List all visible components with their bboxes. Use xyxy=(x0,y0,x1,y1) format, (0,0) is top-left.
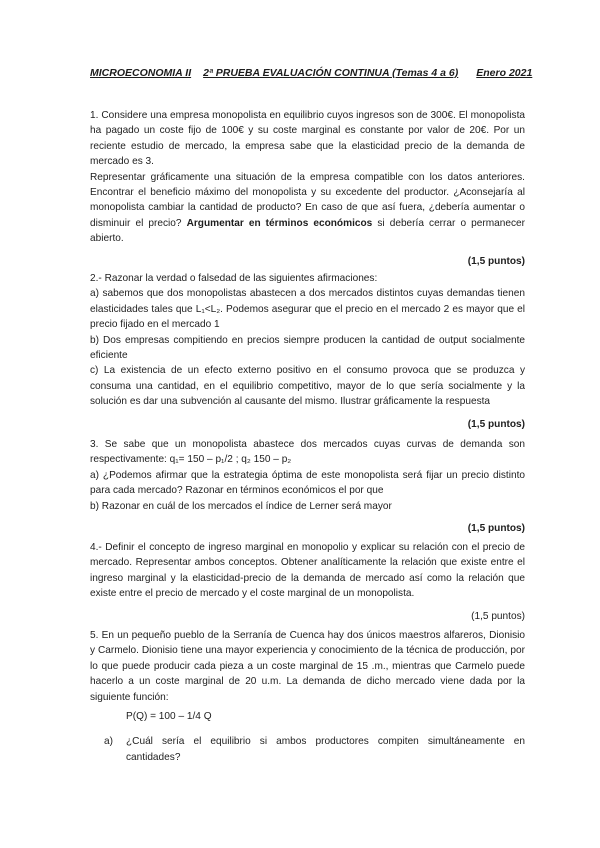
question-3 xyxy=(90,437,525,536)
question-4-points: (1,5 puntos) xyxy=(471,610,525,622)
question-3-item-a: a) ¿Podemos afirmar que la estrategia óptima de este monopolista será fijar un precio distinto para cada mercado? Razonar en términos económicos el por que xyxy=(90,469,525,497)
question-3-item-b: b) Razonar en cuál de los mercados el índice de Lerner será mayor xyxy=(90,500,392,512)
item-a-letter: a) xyxy=(104,736,113,748)
subject-title: MICROECONOMIA II xyxy=(90,67,192,79)
question-2-item-c: c) La existencia de un efecto externo positivo en el consumo provoca que se produzca y consuma una cantidad, en el equilibrio competitivo, mayor de lo que sería socialmente y la solución es dar una subvención al causante del mismo. Ilustrar gráficamente la respuesta xyxy=(90,365,525,408)
question-1-points: (1,5 puntos) xyxy=(467,255,525,267)
question-1-emphasis: Argumentar en términos económicos xyxy=(186,217,373,229)
question-2-intro: 2.- Razonar la verdad o falsedad de las siguientes afirmaciones: xyxy=(90,273,378,284)
exam-header xyxy=(90,67,540,79)
exam-date: Enero 2021 xyxy=(476,67,533,79)
question-2-item-a: a) sabemos que dos monopolistas abastecen a dos mercados distintos cuyas demandas tienen elasticidades tales que L₁<L₂. Podemos asegurar que el precio en el mercado 2 es mayor que el precio fijado en el mercado 1 xyxy=(90,288,525,331)
question-4 xyxy=(90,540,525,624)
question-2-item-b: b) Dos empresas compitiendo en precios siempre producen la cantidad de output socialmente eficiente xyxy=(90,334,525,362)
exam-title: 2ª PRUEBA EVALUACIÓN CONTINUA (Temas 4 a 6) xyxy=(203,67,459,79)
question-5 xyxy=(90,628,525,765)
question-1 xyxy=(90,108,525,269)
item-a-text: ¿Cuál sería el equilibrio si ambos productores compiten simultáneamente en cantidades? xyxy=(126,736,525,763)
demand-formula: P(Q) = 100 – 1/4 Q xyxy=(126,711,212,723)
question-2-points: (1,5 puntos) xyxy=(467,418,525,430)
question-1-statement: 1. Considere una empresa monopolista en equilibrio cuyos ingresos son de 300€. El monopolista ha pagado un coste fijo de 100€ y su coste marginal es constante por valor de 20€. Por un reciente estudio de mercado, la empresa sabe que la elasticidad precio de la demanda de mercado es 3. xyxy=(90,110,525,168)
question-5-item-a xyxy=(90,734,525,765)
question-1-tasks: Representar gráficamente una situación de la empresa compatible con los datos anteriores. Encontrar el beneficio máximo del monopolista y su excedente del productor. ¿Aconsejaría al monopolista cambiar la cantidad de producto? En caso de que así fuera, ¿debería aumentar o disminuir el precio? Argumentar en términos económicos si debería cerrar o permanecer abierto. xyxy=(90,171,525,245)
question-3-intro: 3. Se sabe que un monopolista abastece dos mercados cuyas curvas de demanda son respectivamente: q₁= 150 – p₁/2 ; q₂ 150 – p₂ xyxy=(90,439,525,466)
question-2 xyxy=(90,271,525,432)
question-5-intro: 5. En un pequeño pueblo de la Serranía de Cuenca hay dos únicos maestros alfareros, Dionisio y Carmelo. Dionisio tiene una mayor experiencia y conocimiento de la técnica de producción, por lo que puede producir cada pieza a un coste marginal de 15 .m., mientras que Carmelo puede hacerlo a un coste marginal de 20 u.m. La demanda de dicho mercado viene dada por la siguiente función: xyxy=(90,630,525,703)
question-4-text: 4.- Definir el concepto de ingreso marginal en monopolio y explicar su relación con el precio de mercado. Representar ambos conceptos. Obtener analíticamente la relación que existe entre el ingreso marginal y la elasticidad-precio de la demanda de mercado así como la relación que existe entre el precio de mercado y el coste marginal de un monopolista. xyxy=(90,542,525,600)
question-3-points: (1,5 puntos) xyxy=(467,523,525,535)
